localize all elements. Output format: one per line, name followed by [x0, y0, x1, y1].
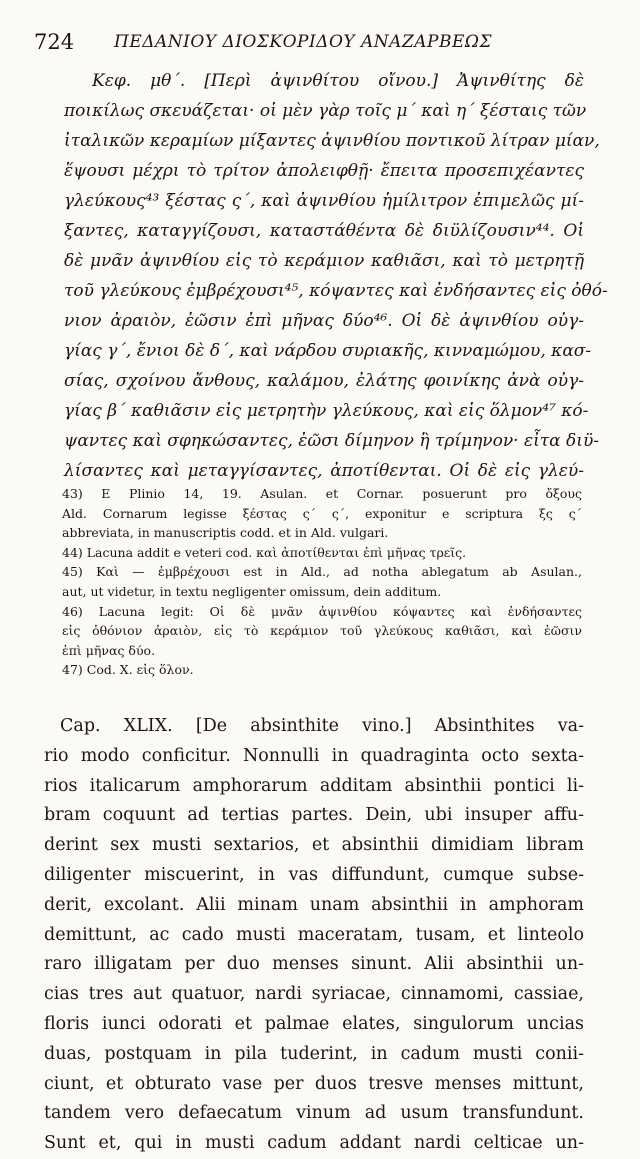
greek-line: δὲ μνᾶν ἀψινθίου εἰς τὸ κεράμιον καθιᾶσι, καὶ τὸ μετρητῇ: [64, 251, 584, 271]
latin-line: ciunt, et obturato vase per duos tresve menses mittunt,: [44, 1073, 584, 1094]
page-number: 724: [34, 30, 75, 54]
latin-line: derit, excolant. Alii minam unam absinthii in amphoram: [44, 894, 584, 915]
footnote-line: aut, ut videtur, in textu negligenter omissum, dein additum.: [62, 583, 442, 599]
latin-line: rios italicarum amphorarum additam absinthii pontici li-: [44, 775, 584, 796]
greek-line: ξαντες, καταγγίζουσι, καταστάθέντα δὲ διϋλίζουσιν⁴⁴. Οἱ: [64, 221, 584, 241]
greek-line: Κεφ. μθ΄. [Περὶ ἀψινθίτου οἴνου.] Ἀψινθίτης δὲ: [92, 71, 584, 91]
latin-line: diligenter miscuerint, in vas diffundunt, cumque subse-: [44, 864, 584, 885]
latin-line: tandem vero defaecatum vinum ad usum transfundunt.: [44, 1103, 584, 1124]
footnote-line: 47) Cod. X. εἰς ὅλον.: [62, 662, 194, 678]
greek-line: ποικίλως σκευάζεται· οἱ μὲν γὰρ τοῖς μ΄ καὶ η΄ ξέσταις τῶν: [64, 101, 587, 121]
latin-line: floris iunci odorati et palmae elates, singulorum uncias: [44, 1013, 584, 1034]
footnote-line: 45) Καὶ — ἐμβρέχουσι est in Ald., ad notha ablegatum ab Asulan.,: [62, 564, 582, 580]
latin-line: rio modo conficitur. Nonnulli in quadraginta octo sexta-: [44, 745, 584, 766]
footnote-line: εἰς ὀθόνιον ἀραιὸν, εἰς τὸ κεράμιον τοῦ γλεύκους καθιᾶσι, καὶ ἐῶσιν: [62, 623, 582, 639]
greek-line: γίας γ΄, ἔνιοι δὲ δ΄, καὶ νάρδου συριακῆς, κινναμώμου, κασ-: [64, 341, 592, 361]
greek-line: λίσαντες καὶ μεταγγίσαντες, ἀποτίθενται. Οἱ δὲ εἰς γλεύ-: [64, 461, 584, 481]
latin-line: Sunt et, qui in musti cadum addant nardi celticae un-: [44, 1133, 584, 1154]
footnote-line: abbreviata, in manuscriptis codd. et in Ald. vulgari.: [62, 525, 389, 541]
footnotes-block: [62, 484, 582, 680]
greek-line: ἰταλικῶν κεραμίων μίξαντες ἀψινθίου ποντικοῦ λίτραν μίαν,: [64, 131, 600, 151]
greek-line: ψαντες καὶ σφηκώσαντες, ἐῶσι δίμηνον ἢ τρίμηνον· εἶτα διϋ-: [64, 431, 600, 451]
footnote-line: 46) Lacuna legit: Οἱ δὲ μνᾶν ἀψινθίου κόψαντες καὶ ἐνδήσαντες: [62, 603, 582, 619]
greek-line: γλεύκους⁴³ ξέστας ς΄, καὶ ἀψινθίου ἡμίλιτρον ἐπιμελῶς μί-: [64, 191, 584, 211]
greek-line: ἕψουσι μέχρι τὸ τρίτον ἀπολειφθῇ· ἔπειτα προσεπιχέαντες: [64, 161, 584, 181]
latin-line: bram coquunt ad tertias partes. Dein, ubi insuper affu-: [44, 805, 584, 826]
latin-text-block: [44, 712, 584, 1159]
footnote-line: ἐπὶ μῆνας δύο.: [62, 642, 156, 658]
latin-line: demittunt, ac cado musti maceratam, tusam, et linteolo: [44, 924, 584, 945]
latin-line: derint sex musti sextarios, et absinthii dimidiam libram: [44, 835, 584, 856]
page-header: [34, 30, 600, 60]
latin-line: duas, postquam in pila tuderint, in cadum musti conii-: [44, 1043, 584, 1064]
greek-line: νιον ἀραιὸν, ἐῶσιν ἐπὶ μῆνας δύο⁴⁶. Οἱ δὲ ἀψινθίου οὐγ-: [64, 311, 584, 331]
latin-line: raro illigatam per duo menses sinunt. Alii absinthii un-: [44, 954, 584, 975]
greek-line: τοῦ γλεύκους ἐμβρέχουσι⁴⁵, κόψαντες καὶ ἐνδήσαντες εἰς ὀθό-: [64, 281, 608, 301]
greek-line: γίας β΄ καθιᾶσιν εἰς μετρητὴν γλεύκους, καὶ εἰς ὅλμον⁴⁷ κό-: [64, 401, 589, 421]
footnote-line: 43) E Plinio 14, 19. Asulan. et Cornar. posuerunt pro ὄξους: [62, 486, 582, 501]
greek-line: σίας, σχοίνου ἄνθους, καλάμου, ἐλάτης φοινίκης ἀνὰ οὐγ-: [64, 371, 584, 391]
latin-line: cias tres aut quatuor, nardi syriacae, cinnamomi, cassiae,: [44, 984, 584, 1005]
latin-line: Cap. XLIX. [De absinthite vino.] Absinthites va-: [60, 716, 584, 736]
running-title: ΠΕΔΑΝΙΟΥ ΔΙΟΣΚΟΡΙΔΟΥ ΑΝΑΖΑΡΒΕΩΣ: [114, 32, 492, 52]
greek-text-block: [64, 66, 608, 486]
footnote-line: 44) Lacuna addit e veteri cod. καὶ ἀποτίθενται ἐπὶ μῆνας τρεῖς.: [62, 544, 467, 560]
footnote-line: Ald. Cornarum legisse ξέστας ς΄ ς΄, exponitur e scriptura ξς ς΄: [62, 505, 582, 521]
